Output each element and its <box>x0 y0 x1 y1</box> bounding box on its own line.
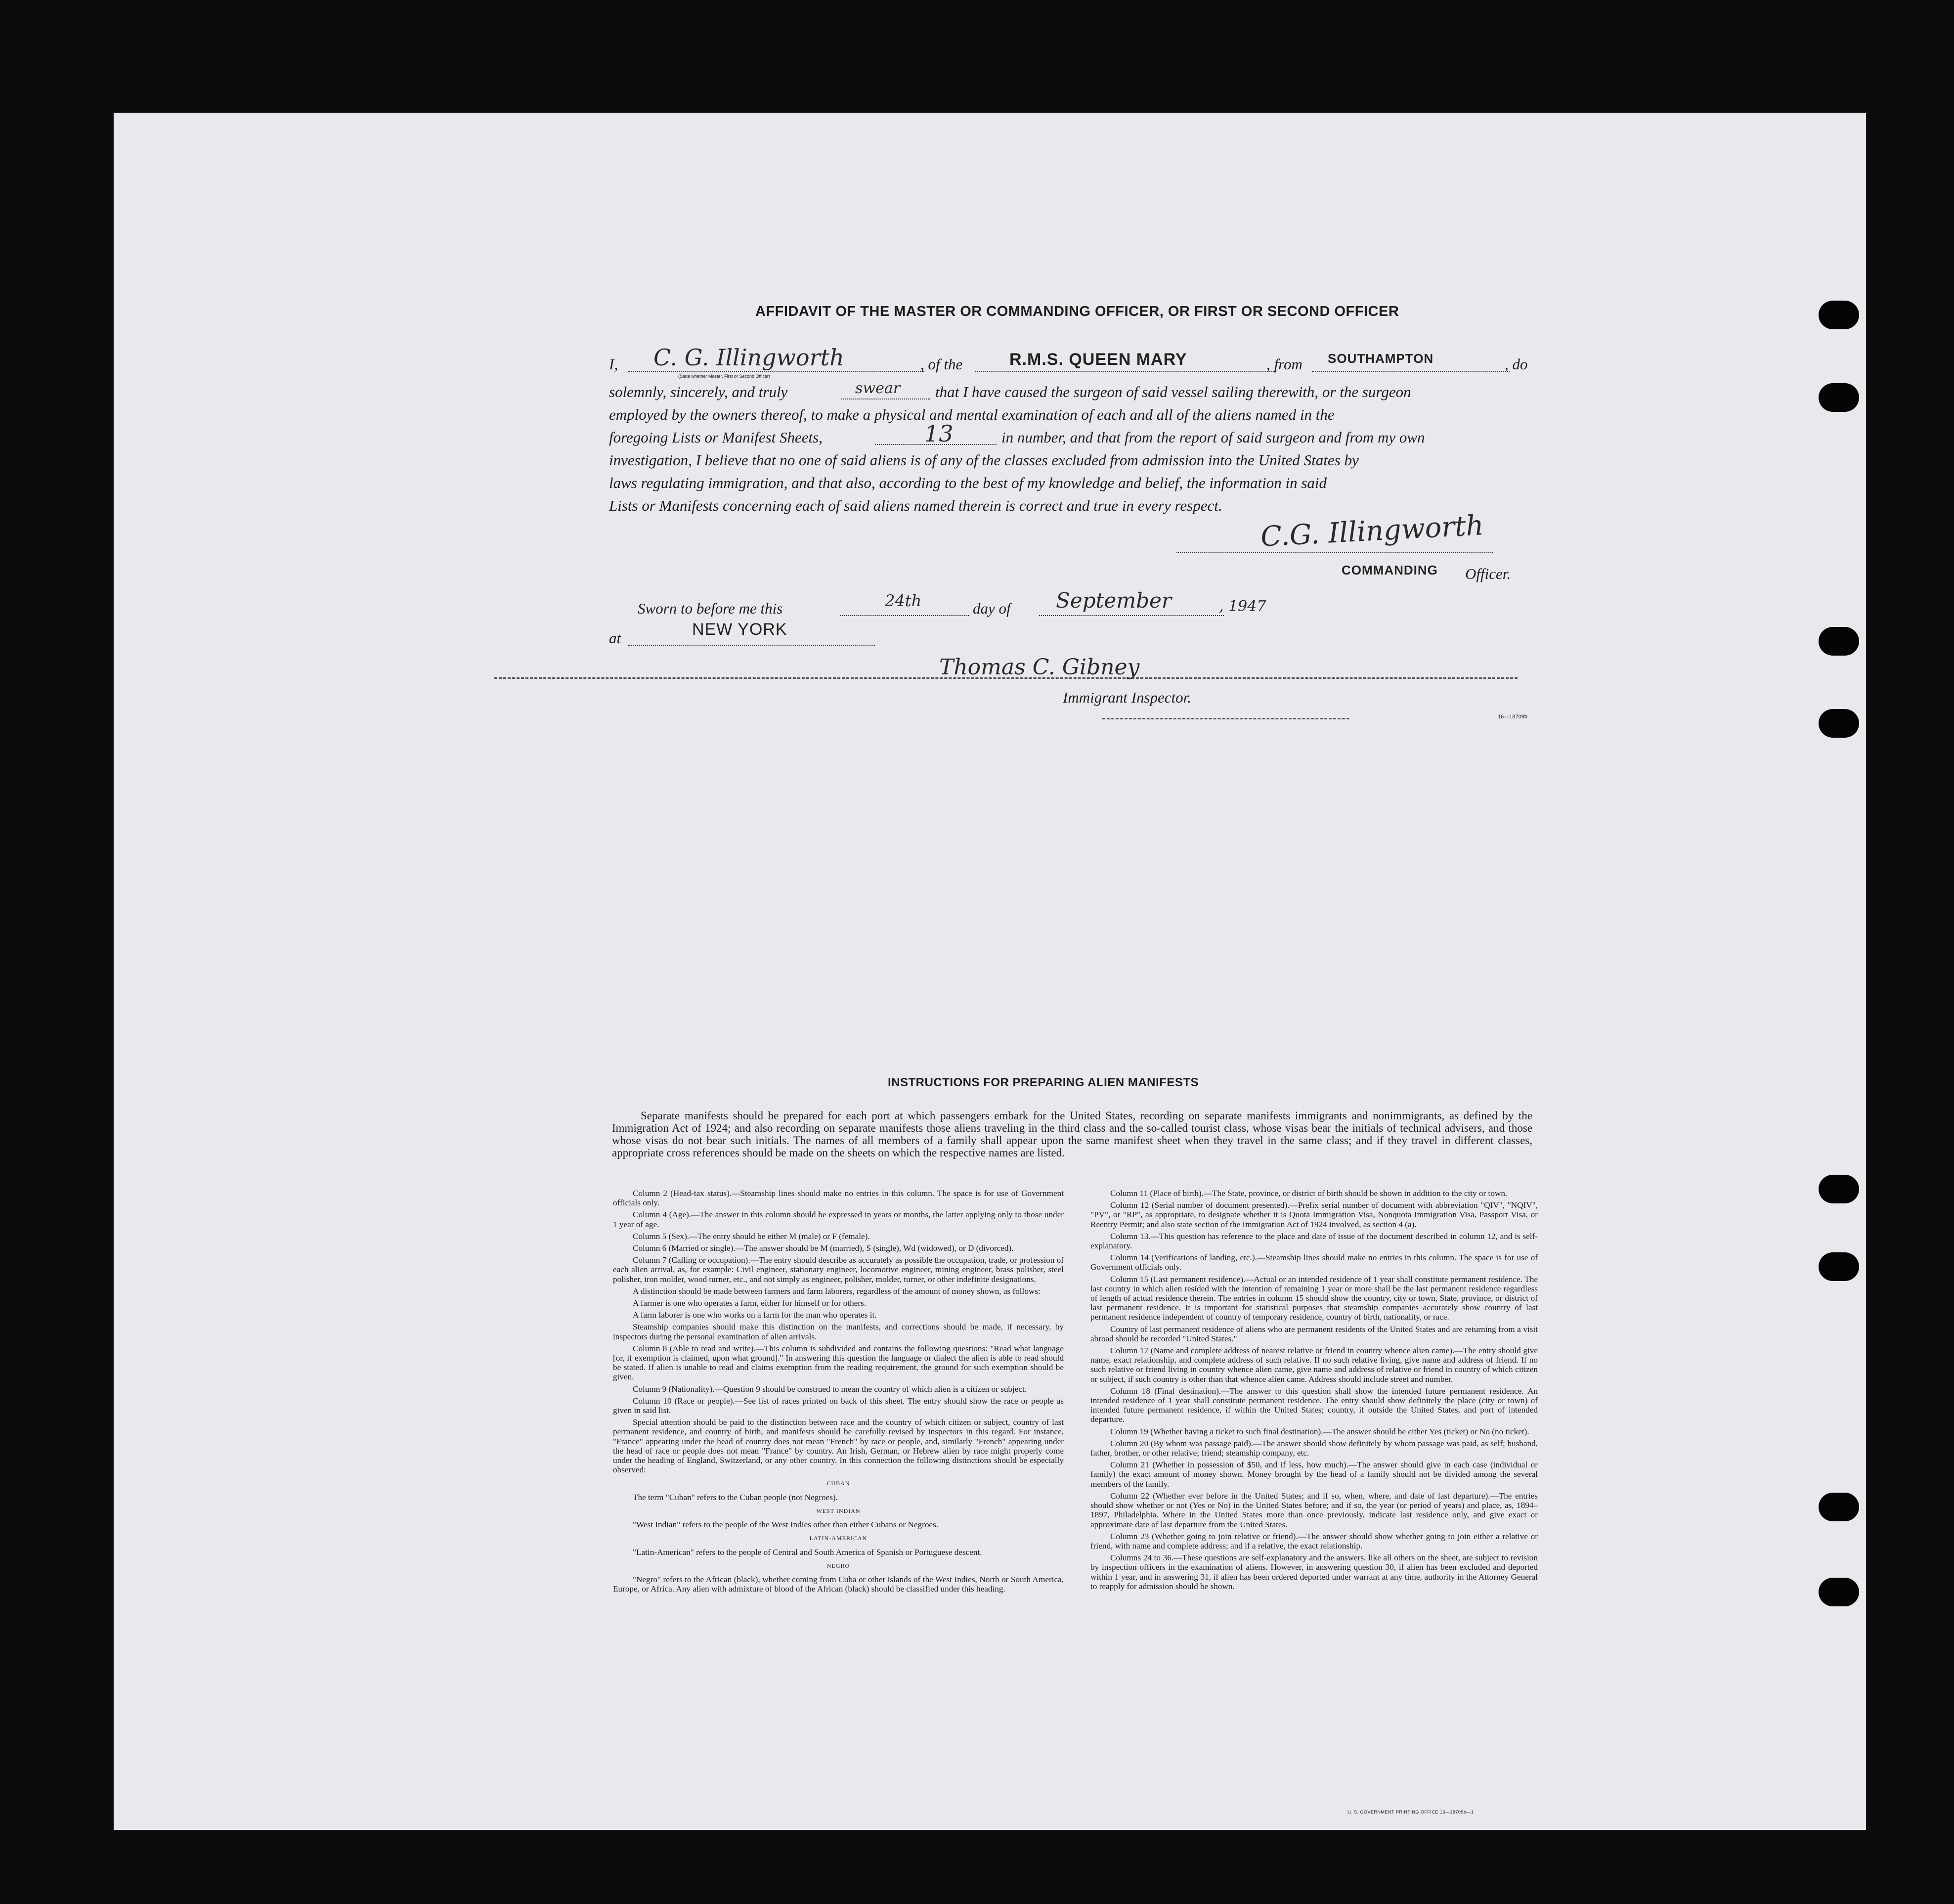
affidavit-do: , do <box>1505 355 1528 373</box>
instruction-paragraph: Column 6 (Married or single).—The answer should be M (married), S (single), Wd (widowed), or D (divorced). <box>633 1243 1014 1253</box>
printing-office-footer: U. S. GOVERNMENT PRINTING OFFICE 16—18709b—1 <box>1347 1810 1474 1815</box>
latin-american-definition: "Latin-American" refers to the people of Central and South America of Spanish or Portuguese descent. <box>633 1547 982 1557</box>
instruction-paragraph: Column 5 (Sex).—The entry should be either M (male) or F (female). <box>633 1231 870 1241</box>
instruction-paragraph: Column 18 (Final destination).—The answer to this question shall show the intended future permanent residence. An intended residence of 1 year shall constitute permanent residence. The entry should show definitely the place (city or town) of intended future permanent residence, if within the United States; country, if outside the United States, and port of intended departure. <box>1090 1386 1538 1424</box>
inspector-signature: Thomas C. Gibney <box>939 655 1140 680</box>
affidavit-from: , from <box>1266 355 1303 373</box>
manifest-page <box>114 113 1866 1830</box>
instruction-paragraph: Country of last permanent residence of aliens who are permanent residents of the United States and are returning from a visit abroad should be recorded "United States." <box>1090 1324 1538 1343</box>
officer-name: C. G. Illingworth <box>653 344 844 371</box>
instruction-paragraph: Steamship companies should make this distinction on the manifests, and corrections should be made, if necessary, by inspectors during the personal examination of alien arrivals. <box>613 1322 1064 1341</box>
sworn-place: NEW YORK <box>692 620 787 639</box>
officer-signature: C.G. Illingworth <box>1259 509 1485 553</box>
instruction-paragraph: A farmer is one who operates a farm, either for himself or for others. <box>633 1298 867 1308</box>
sworn-day: 24th <box>885 591 922 610</box>
punch-hole-8 <box>1819 1578 1859 1606</box>
instructions-intro: Separate manifests should be prepared for each port at which passengers embark for the United States, recording on separate manifests immigrants and nonimmigrants, as defined by the Immigration Act of 1924; and also recording on separate manifests those aliens traveling in the third class and the so-called tourist class, whose visas bear the initials of technical advisers, and those whose visas do not bear such initials. The names of all members of a family shall appear upon the same manifest sheet when they travel in the same class; and if they travel in different classes, appropriate cross references should be made on the sheets on which the respective names are listed. <box>612 1109 1532 1159</box>
officer-rank: COMMANDING <box>1342 563 1438 577</box>
swear-word: swear <box>855 380 901 397</box>
sworn-year: , 1947 <box>1219 598 1266 615</box>
instruction-paragraph: Column 12 (Serial number of document presented).—Prefix serial number of document with abbreviation "QIV", "NQIV", "PV", or "RP", as appropriate, to designate whether it is Quota Immigration Visa, Nonquota Immigration Visa, Passport Visa, or Reentry Permit; and also state section of the Immigration Act of 1924 involved, as section 4 (a). <box>1090 1200 1538 1229</box>
punch-hole-2 <box>1819 383 1859 412</box>
instruction-paragraph: Column 4 (Age).—The answer in this column should be expressed in years or months, the latter applying only to those under 1 year of age. <box>613 1210 1064 1229</box>
inspector-title: Immigrant Inspector. <box>1063 689 1192 706</box>
affidavit-line6: laws regulating immigration, and that also, according to the best of my knowledge and belief, the information in said <box>609 474 1327 491</box>
instruction-paragraph: Column 19 (Whether having a ticket to such final destination).—The answer should be either Yes (ticket) or No (no ticket). <box>1110 1426 1529 1436</box>
instruction-paragraph: Column 20 (By whom was passage paid).—The answer should show definitely by whom passage was paid, as self; husband, father, brother, or other relative; friend; steamship company, etc. <box>1090 1438 1538 1458</box>
punch-hole-1 <box>1819 301 1859 329</box>
affidavit-line2-a: solemnly, sincerely, and truly <box>609 383 788 400</box>
punch-hole-7 <box>1819 1493 1859 1521</box>
vessel-name: R.M.S. QUEEN MARY <box>1009 350 1187 369</box>
affidavit-of-the: , of the <box>920 355 963 373</box>
instructions-title: INSTRUCTIONS FOR PREPARING ALIEN MANIFESTS <box>888 1076 1199 1089</box>
instruction-paragraph: Column 13.—This question has reference to the place and date of issue of the document described in column 12, and is self-explanatory. <box>1090 1231 1538 1251</box>
departure-port: SOUTHAMPTON <box>1328 351 1434 366</box>
latin-american-heading: LATIN-AMERICAN <box>809 1535 868 1542</box>
instruction-paragraph: Column 2 (Head-tax status).—Steamship lines should make no entries in this column. The space is for use of Government officials only. <box>613 1189 1064 1208</box>
affidavit-line5: investigation, I believe that no one of said aliens is of any of the classes excluded from admission into the United States by <box>609 451 1359 469</box>
instruction-paragraph: Column 23 (Whether going to join relative or friend).—The answer should show whether going to join either a relative or friend, with name and complete address; and if a relative, the exact relationship. <box>1090 1531 1538 1550</box>
officer-state-note: (State whether Master, First or Second Officer) <box>678 374 770 379</box>
west-indian-definition: "West Indian" refers to the people of the West Indies other than either Cubans or Negroes. <box>633 1520 939 1530</box>
punch-hole-6 <box>1819 1252 1859 1281</box>
punch-hole-5 <box>1819 1175 1859 1203</box>
instruction-paragraph: A farm laborer is one who works on a farm for the man who operates it. <box>633 1310 877 1320</box>
instruction-paragraph: Column 9 (Nationality).—Question 9 should be construed to mean the country of which alien is a citizen or subject. <box>633 1384 1027 1394</box>
sworn-label: Sworn to before me this <box>638 600 783 617</box>
instruction-paragraph: Column 8 (Able to read and write).—This column is subdivided and contains the following questions: "Read what language [or, if exemption is claimed, upon what ground]." In answering this question the language or dialect the alien is able to read should be stated. If alien is unable to read and claims exemption from the reading requirement, the ground for such exemption should be given. <box>613 1343 1064 1382</box>
affidavit-line2-b: that I have caused the surgeon of said vessel sailing therewith, or the surgeon <box>935 383 1411 400</box>
instruction-paragraph: Column 22 (Whether ever before in the United States; and if so, when, where, and date of last departure).—The entries should show whether or not (Yes or No) in the United States before; and if so, the year (or period of years) and place, as, 1894–1897, Philadelphia. Where in the United States more than once previously, indicate last residence only, and give exact or approximate date of last departure from the United States. <box>1090 1491 1538 1529</box>
instruction-paragraph: Column 14 (Verifications of landing, etc.).—Steamship lines should make no entries in this column. The space is for use of Government officials only. <box>1090 1253 1538 1272</box>
sheet-count: 13 <box>924 420 954 447</box>
instruction-paragraph: A distinction should be made between farmers and farm laborers, regardless of the amount of money shown, as follows: <box>633 1286 1041 1296</box>
instruction-paragraph: Column 15 (Last permanent residence).—Actual or an intended residence of 1 year shall constitute permanent residence. The last country in which alien resided with the intention of remaining 1 year or more shall be the last permanent residence regardless of length of actual residence therein. The entries in column 15 should show the country, city or town, State, province, or district of last permanent residence. It is important for statistical purposes that steamship companies accurately show country of last permanent residence independent of country of temporary residence, country of birth, nationality, or race. <box>1090 1274 1538 1322</box>
affidavit-title: AFFIDAVIT OF THE MASTER OR COMMANDING OFFICER, OR FIRST OR SECOND OFFICER <box>755 304 1399 319</box>
form-code: 16—18709b <box>1498 714 1527 720</box>
west-indian-heading: WEST INDIAN <box>816 1507 861 1514</box>
affidavit-line4-b: in number, and that from the report of said surgeon and from my own <box>1001 429 1425 446</box>
instructions-right-column <box>1090 1189 1538 1594</box>
instruction-paragraph: Special attention should be paid to the distinction between race and the country of which citizen or subject, country of last permanent residence, and country of birth, and manifests should be carefully revised by inspectors in this regard. For instance, "France" appearing under the head of country does not mean "French" by race or people, and, similarly "French" appearing under the head of race or people does not mean "France" by country. An Irish, German, or Hebrew alien by race might properly come under the heading of England, Switzerland, or any other country. In this connection the following distinctions should be especially observed: <box>613 1417 1064 1475</box>
instruction-paragraph: Columns 24 to 36.—These questions are self-explanatory and the answers, like all others on the sheet, are subject to revision by inspection officers in the examination of aliens. However, in answering question 30, if alien has been excluded and deported within 1 year, and in answering 31, if alien has been ordered deported under warrant at any time, authority in the Attorney General to reapply for admission should be shown. <box>1090 1553 1538 1591</box>
cuban-heading: CUBAN <box>826 1480 850 1487</box>
negro-heading: NEGRO <box>826 1562 850 1569</box>
negro-definition: "Negro" refers to the African (black), whether coming from Cuba or other islands of the West Indies, North or South America, Europe, or Africa. Any alien with admixture of blood of the African (black) should be classified under this heading. <box>613 1574 1064 1594</box>
punch-hole-3 <box>1819 627 1859 656</box>
instructions-left-column <box>613 1189 1064 1596</box>
affidavit-line4-a: foregoing Lists or Manifest Sheets, <box>609 429 823 446</box>
day-of-label: day of <box>973 600 1011 617</box>
sworn-month: September <box>1056 588 1172 613</box>
punch-hole-4 <box>1819 709 1859 738</box>
instruction-paragraph: Column 21 (Whether in possession of $50, and if less, how much).—The answer should give in each case (individual or family) the exact amount of money shown. Money brought by the head of a family should not be divided among the several members of the family. <box>1090 1460 1538 1489</box>
affidavit-line7: Lists or Manifests concerning each of said aliens named therein is correct and true in every respect. <box>609 497 1222 514</box>
affidavit-i: I, <box>609 355 618 373</box>
instruction-paragraph: Column 7 (Calling or occupation).—The entry should describe as accurately as possible the occupation, trade, or profession of each alien arrival, as, for example: Civil engineer, stationary engineer, locomotive engineer, mining engineer, brass polisher, steel polisher, iron molder, wood turner, etc., and not simply as engineer, polisher, molder, turner, or other indefinite designations. <box>613 1255 1064 1284</box>
instruction-paragraph: Column 11 (Place of birth).—The State, province, or district of birth should be shown in addition to the city or town. <box>1110 1189 1508 1198</box>
officer-suffix: Officer. <box>1465 565 1511 582</box>
affidavit-line3: employed by the owners thereof, to make a physical and mental examination of each and all of the aliens named in the <box>609 406 1335 423</box>
cuban-definition: The term "Cuban" refers to the Cuban people (not Negroes). <box>633 1492 838 1502</box>
instruction-paragraph: Column 17 (Name and complete address of nearest relative or friend in country whence alien came).—The entry should give name, exact relationship, and complete address of such relative. If no such relative living, give name and address of friend. If no such relative or friend living in country whence alien came, give name and address of relative or friend in country of which citizen or subject, if such country is other than that whence alien came. Address should include street and number. <box>1090 1346 1538 1384</box>
instruction-paragraph: Column 10 (Race or people).—See list of races printed on back of this sheet. The entry should show the race or people as given in said list. <box>613 1396 1064 1416</box>
at-label: at <box>609 629 621 647</box>
